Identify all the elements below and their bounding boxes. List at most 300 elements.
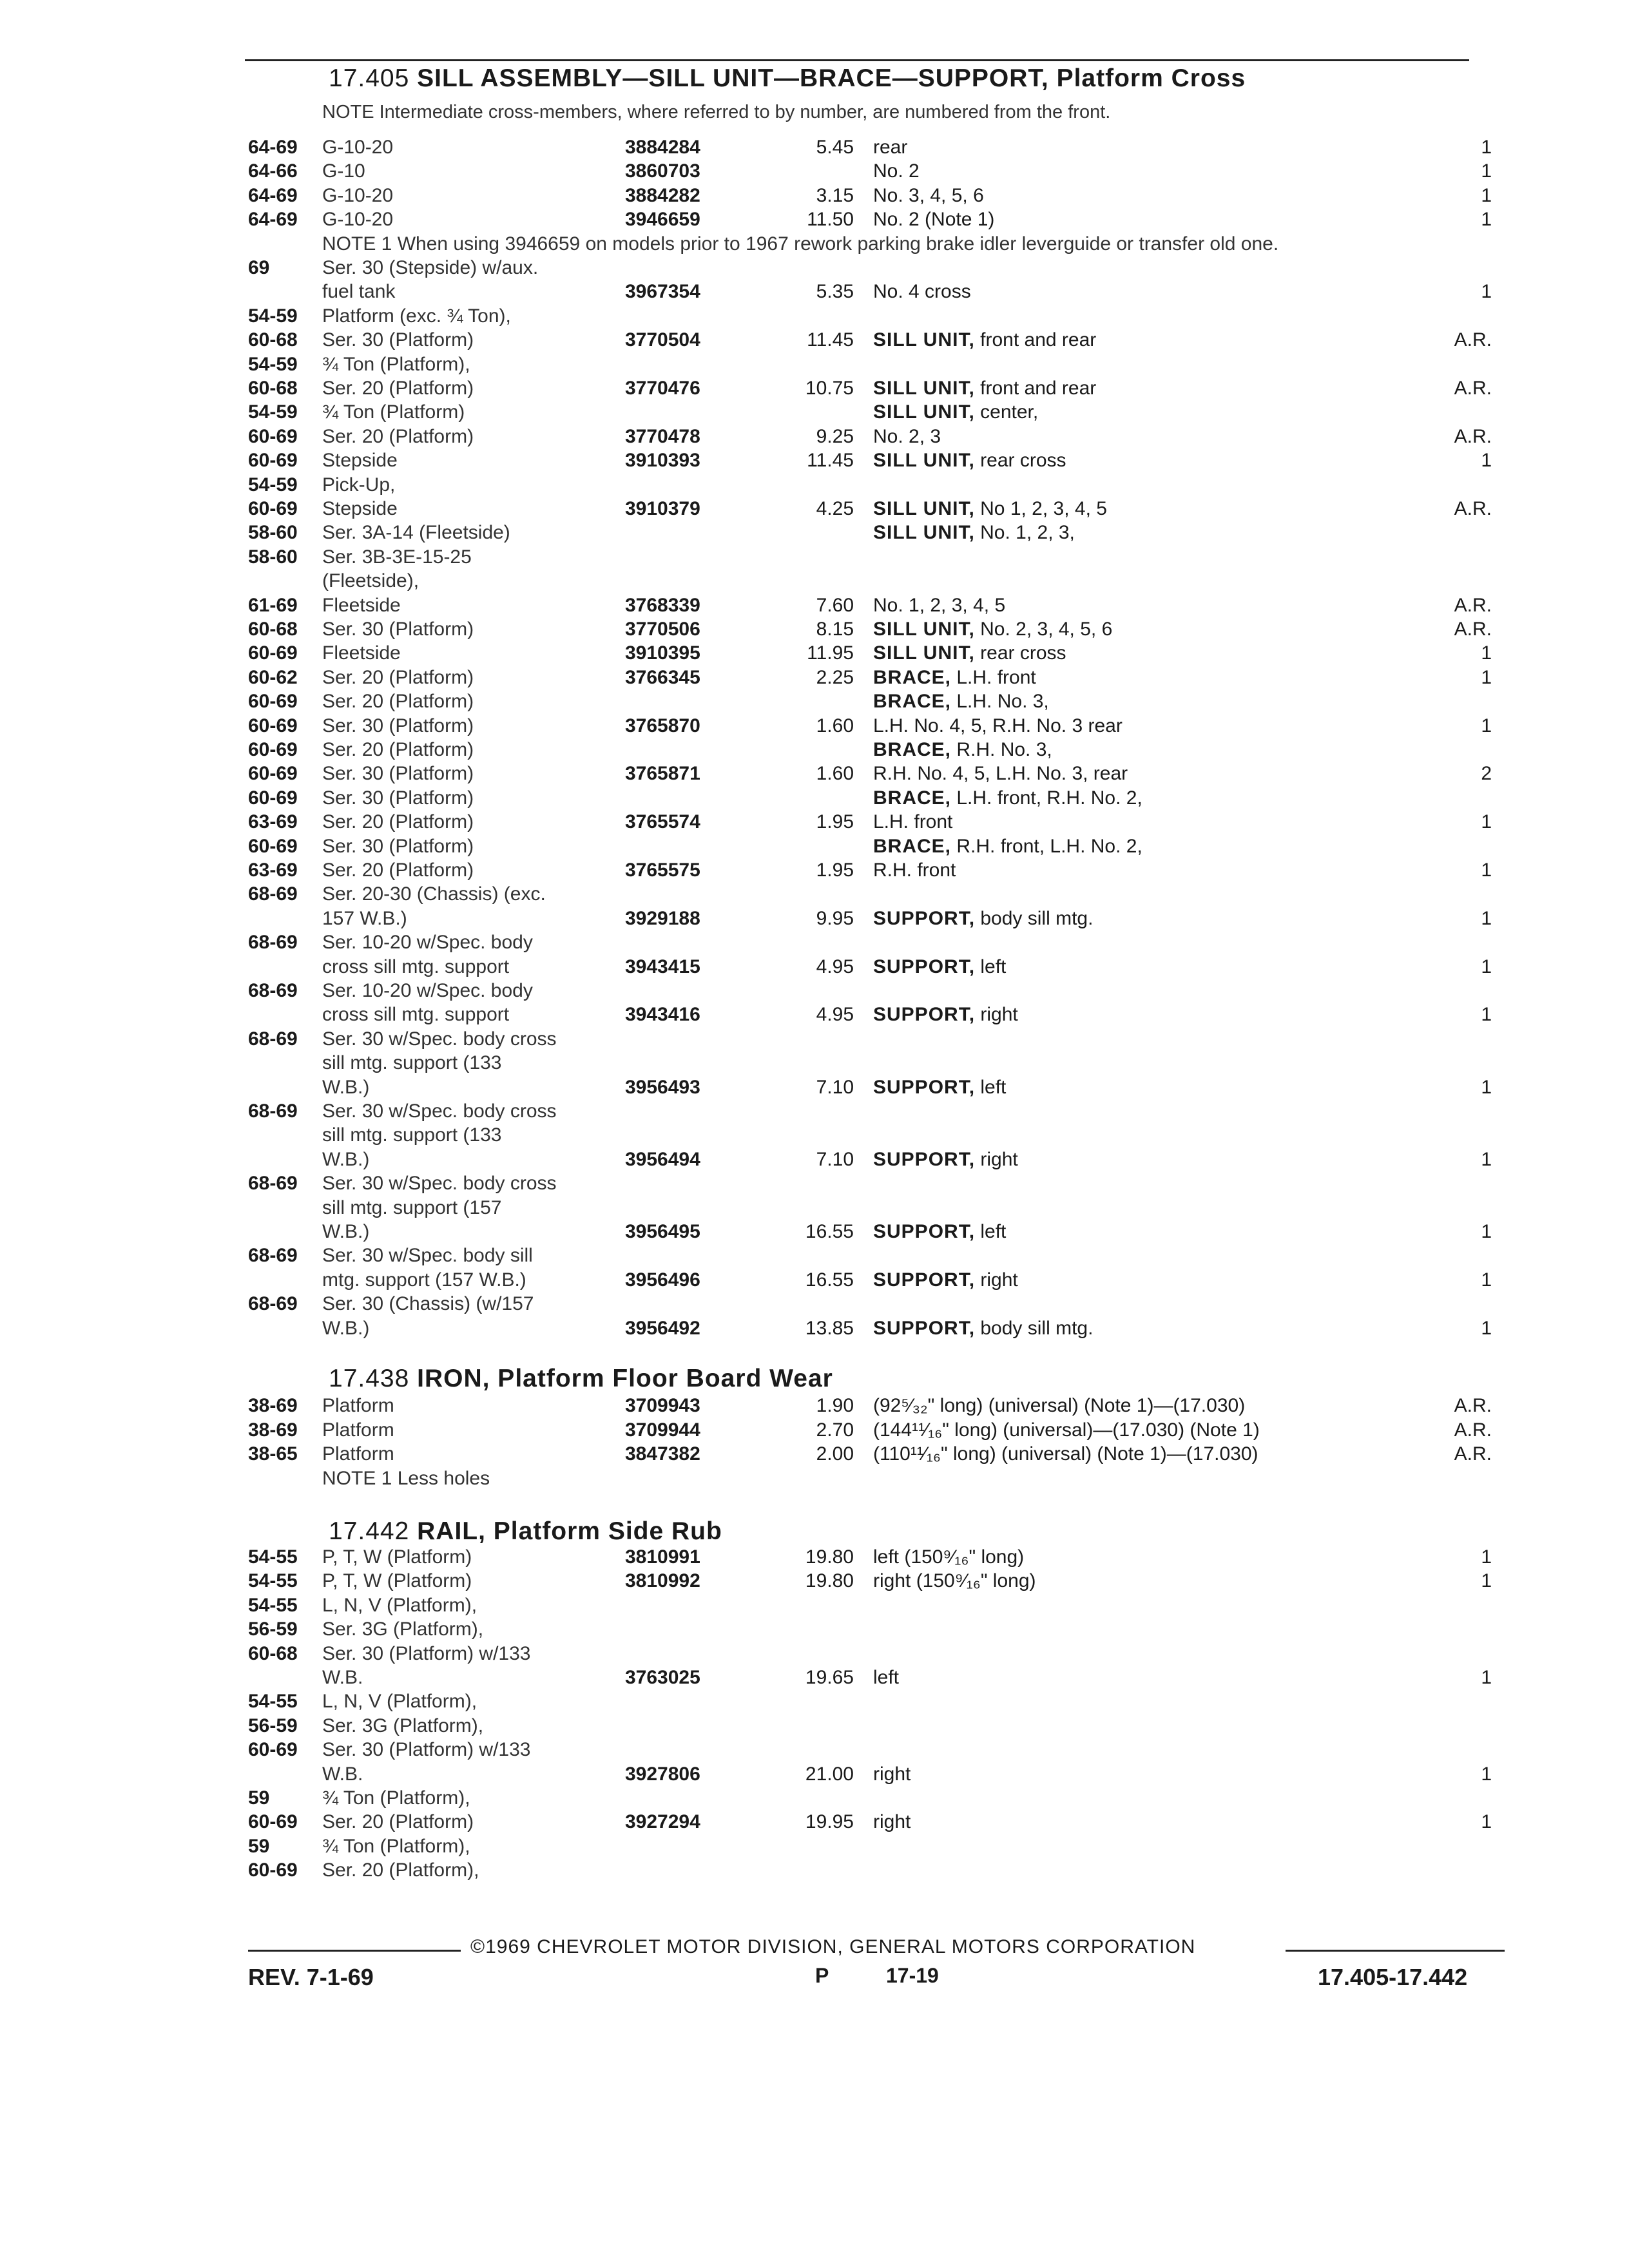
model-years: 60-69 — [248, 1860, 298, 1881]
application: ¾ Ton (Platform), — [322, 1835, 470, 1857]
application: Ser. 3G (Platform), — [322, 1619, 484, 1640]
application: Ser. 20-30 (Chassis) (exc. — [322, 883, 546, 905]
model-years: 38-69 — [248, 1419, 298, 1441]
quantity: 1 — [1481, 160, 1492, 182]
footer-copyright: ©1969 CHEVROLET MOTOR DIVISION, GENERAL MOTORS CORPORATION — [470, 1936, 1196, 1957]
parts-row — [0, 907, 1629, 931]
quantity: A.R. — [1454, 498, 1492, 519]
application: Ser. 30 (Platform) — [322, 835, 474, 857]
parts-row — [0, 304, 1629, 329]
parts-row — [0, 1148, 1629, 1172]
price: 8.15 — [816, 619, 854, 640]
parts-row — [0, 1099, 1629, 1124]
application: ¾ Ton (Platform), — [322, 1787, 470, 1809]
price: 11.45 — [807, 450, 854, 472]
part-name: SILL UNIT, — [873, 329, 975, 351]
description-text: body sill mtg. — [980, 1317, 1094, 1339]
parts-row — [0, 834, 1629, 859]
description — [873, 834, 1142, 859]
parts-row — [0, 328, 1629, 352]
description — [873, 666, 1036, 690]
parts-row — [0, 930, 1629, 955]
quantity: 1 — [1481, 1148, 1492, 1170]
price: 7.10 — [816, 1148, 854, 1170]
model-years: 60-69 — [248, 763, 298, 785]
model-years: 54-59 — [248, 305, 298, 327]
parts-row — [0, 1569, 1629, 1593]
quantity: 1 — [1481, 1221, 1492, 1242]
part-number: 3927294 — [625, 1811, 700, 1833]
model-years: 38-65 — [248, 1443, 298, 1465]
part-number: 3910395 — [625, 642, 700, 664]
application: cross sill mtg. support — [322, 956, 510, 977]
part-number: 3943415 — [625, 956, 700, 977]
application: Ser. 10-20 w/Spec. body — [322, 980, 533, 1001]
part-number: 3765574 — [625, 811, 700, 833]
application: G-10 — [322, 160, 365, 182]
model-years: 60-69 — [248, 425, 298, 447]
application: Ser. 20 (Platform) — [322, 1811, 474, 1833]
model-years: 68-69 — [248, 1028, 298, 1050]
quantity: 1 — [1481, 860, 1492, 881]
part-name: SUPPORT, — [873, 1148, 976, 1170]
application: W.B.) — [322, 1148, 370, 1170]
model-years: 60-69 — [248, 1739, 298, 1761]
price: 11.95 — [807, 642, 854, 664]
model-years: 68-69 — [248, 1245, 298, 1267]
model-years: 61-69 — [248, 594, 298, 616]
model-years: 68-69 — [248, 932, 298, 954]
parts-row — [0, 1292, 1629, 1316]
application: G-10-20 — [322, 184, 394, 206]
application: W.B.) — [322, 1317, 370, 1339]
price: 13.85 — [805, 1317, 854, 1339]
description — [873, 1316, 1093, 1341]
parts-row — [0, 1075, 1629, 1100]
parts-row — [0, 280, 1629, 304]
application: Ser. 20 (Platform) — [322, 666, 474, 688]
part-number: 3770478 — [625, 425, 700, 447]
description-text: (144¹¹⁄₁₆" long) (universal)—(17.030) (Note 1) — [873, 1419, 1260, 1441]
description — [873, 1003, 1018, 1027]
parts-row — [0, 448, 1629, 473]
application: Fleetside — [322, 594, 401, 616]
parts-row — [0, 1466, 1629, 1491]
application: Ser. 3B-3E-15-25 — [322, 546, 472, 568]
part-name: SILL UNIT, — [873, 401, 975, 423]
part-number: 3810992 — [625, 1570, 700, 1592]
description-text: L.H. No. 3, — [956, 691, 1049, 713]
quantity: 1 — [1481, 1811, 1492, 1833]
parts-row — [0, 1442, 1629, 1466]
parts-row — [0, 1027, 1629, 1052]
description — [873, 1666, 899, 1690]
price: 1.90 — [816, 1395, 854, 1416]
price: 5.45 — [816, 137, 854, 158]
quantity: 1 — [1481, 1546, 1492, 1568]
quantity: 1 — [1481, 907, 1492, 929]
description — [873, 280, 971, 304]
model-years: 56-59 — [248, 1715, 298, 1736]
part-number: 3770504 — [625, 329, 700, 351]
application: Platform — [322, 1443, 394, 1465]
parts-row — [0, 1268, 1629, 1293]
model-years: 60-69 — [248, 739, 298, 760]
application: Fleetside — [322, 642, 401, 664]
parts-row — [0, 786, 1629, 811]
model-years: 60-69 — [248, 787, 298, 809]
parts-row — [0, 473, 1629, 497]
parts-row — [0, 545, 1629, 570]
quantity: 1 — [1481, 1763, 1492, 1785]
model-years: 38-69 — [248, 1395, 298, 1416]
part-number: 3770476 — [625, 378, 700, 399]
application: P, T, W (Platform) — [322, 1546, 472, 1568]
price: 4.95 — [816, 1004, 854, 1026]
part-number: 3927806 — [625, 1763, 700, 1785]
parts-row — [0, 1316, 1629, 1341]
price: 1.60 — [816, 763, 854, 785]
description — [873, 1442, 1258, 1466]
parts-row — [0, 232, 1629, 256]
section-number: 17.442 — [329, 1517, 410, 1545]
quantity: 2 — [1481, 763, 1492, 785]
description-text: R.H. front — [873, 860, 956, 881]
description — [873, 641, 1066, 666]
description-text: right — [980, 1148, 1018, 1170]
quantity: 1 — [1481, 956, 1492, 977]
application: Ser. 30 w/Spec. body cross — [322, 1028, 557, 1050]
description — [873, 1418, 1260, 1443]
quantity: A.R. — [1454, 1395, 1492, 1416]
application: Stepside — [322, 450, 398, 472]
application: Platform (exc. ¾ Ton), — [322, 305, 511, 327]
description — [873, 1075, 1006, 1100]
application: Ser. 30 (Platform) w/133 — [322, 1739, 531, 1761]
quantity: 1 — [1481, 642, 1492, 664]
description — [873, 1545, 1024, 1570]
description-text: No. 4 cross — [873, 281, 971, 303]
parts-row — [0, 714, 1629, 738]
parts-row — [0, 1394, 1629, 1418]
description-text: L.H. No. 4, 5, R.H. No. 3 rear — [873, 715, 1123, 736]
model-years: 54-59 — [248, 401, 298, 423]
application: Ser. 20 (Platform) — [322, 739, 474, 760]
price: 21.00 — [805, 1763, 854, 1785]
description — [873, 907, 1093, 931]
description — [873, 858, 956, 883]
description-text: right — [980, 1269, 1018, 1291]
part-name: SUPPORT, — [873, 1004, 976, 1026]
quantity: 1 — [1481, 715, 1492, 736]
description — [873, 135, 907, 160]
description — [873, 159, 920, 184]
description — [873, 425, 941, 449]
application: G-10-20 — [322, 209, 394, 231]
description — [873, 762, 1128, 786]
parts-row — [0, 1003, 1629, 1027]
application: Platform — [322, 1419, 394, 1441]
application: ¾ Ton (Platform) — [322, 401, 465, 423]
description — [873, 593, 1005, 618]
quantity: A.R. — [1454, 329, 1492, 351]
application: Ser. 20 (Platform) — [322, 860, 474, 881]
part-number: 3765575 — [625, 860, 700, 881]
application: Ser. 30 (Platform) — [322, 619, 474, 640]
parts-row — [0, 1418, 1629, 1443]
part-name: SUPPORT, — [873, 1269, 976, 1291]
application: Ser. 30 (Platform) — [322, 787, 474, 809]
parts-row — [0, 762, 1629, 786]
application: Ser. 20 (Platform), — [322, 1860, 479, 1881]
part-number: 3884282 — [625, 184, 700, 206]
description-text: No. 2 (Note 1) — [873, 209, 995, 231]
application: Ser. 30 w/Spec. body sill — [322, 1245, 533, 1267]
application: Pick-Up, — [322, 474, 396, 495]
model-years: 63-69 — [248, 811, 298, 833]
application: 157 W.B.) — [322, 907, 407, 929]
application: Ser. 30 w/Spec. body cross — [322, 1173, 557, 1195]
model-years: 69 — [248, 257, 270, 278]
description — [873, 328, 1096, 352]
description-text: rear — [873, 137, 908, 158]
parts-row — [0, 184, 1629, 208]
application: Ser. 30 (Chassis) (w/157 — [322, 1293, 534, 1315]
part-number: 3860703 — [625, 160, 700, 182]
model-years: 64-69 — [248, 209, 298, 231]
model-years: 68-69 — [248, 883, 298, 905]
application: sill mtg. support (133 — [322, 1124, 502, 1146]
price: 16.55 — [805, 1221, 854, 1242]
model-years: 64-69 — [248, 184, 298, 206]
parts-row — [0, 689, 1629, 714]
parts-row — [0, 641, 1629, 666]
parts-row — [0, 135, 1629, 160]
description — [873, 376, 1096, 401]
price: 3.15 — [816, 184, 854, 206]
price: 11.45 — [807, 329, 854, 351]
model-years: 59 — [248, 1835, 270, 1857]
description — [873, 184, 984, 208]
description-text: L.H. front — [956, 666, 1036, 688]
application: Platform — [322, 1395, 394, 1416]
part-name: SUPPORT, — [873, 956, 976, 977]
description-text: rear cross — [980, 450, 1066, 472]
price: 9.25 — [816, 425, 854, 447]
application: L, N, V (Platform), — [322, 1691, 477, 1713]
application: NOTE 1 When using 3946659 on models prior to 1967 rework parking brake idler leverguide or transfer old one. — [322, 233, 1279, 255]
description — [873, 714, 1123, 738]
application: P, T, W (Platform) — [322, 1570, 472, 1592]
model-years: 60-69 — [248, 642, 298, 664]
part-number: 3765871 — [625, 763, 700, 785]
parts-row — [0, 1593, 1629, 1618]
description — [873, 1268, 1018, 1293]
quantity: A.R. — [1454, 1419, 1492, 1441]
description-text: left — [980, 1076, 1007, 1098]
parts-row — [0, 1617, 1629, 1642]
part-number: 3770506 — [625, 619, 700, 640]
parts-row — [0, 955, 1629, 979]
footer-rule-left — [248, 1950, 461, 1952]
quantity: A.R. — [1454, 425, 1492, 447]
part-number: 3956495 — [625, 1221, 700, 1242]
part-number: 3946659 — [625, 209, 700, 231]
application: W.B.) — [322, 1221, 370, 1242]
model-years: 56-59 — [248, 1619, 298, 1640]
description-text: R.H. front, L.H. No. 2, — [956, 835, 1142, 857]
model-years: 54-55 — [248, 1691, 298, 1713]
parts-row — [0, 810, 1629, 834]
application: Ser. 20 (Platform) — [322, 811, 474, 833]
description-text: rear cross — [980, 642, 1066, 664]
description — [873, 738, 1052, 762]
description-text: No. 1, 2, 3, — [980, 522, 1075, 544]
price: 5.35 — [816, 281, 854, 303]
part-number: 3967354 — [625, 281, 700, 303]
price: 9.95 — [816, 907, 854, 929]
parts-row — [0, 617, 1629, 642]
price: 1.95 — [816, 811, 854, 833]
description — [873, 810, 952, 834]
quantity: A.R. — [1454, 594, 1492, 616]
parts-row — [0, 425, 1629, 449]
application: Ser. 20 (Platform) — [322, 691, 474, 713]
price: 19.80 — [805, 1570, 854, 1592]
description-text: No. 1, 2, 3, 4, 5 — [873, 594, 1006, 616]
price: 16.55 — [805, 1269, 854, 1291]
model-years: 68-69 — [248, 1293, 298, 1315]
description-text: R.H. No. 4, 5, L.H. No. 3, rear — [873, 763, 1128, 785]
parts-row — [0, 1714, 1629, 1738]
parts-row — [0, 1220, 1629, 1244]
parts-row — [0, 376, 1629, 401]
part-name: BRACE, — [873, 666, 952, 688]
description — [873, 1148, 1018, 1172]
description — [873, 1394, 1245, 1418]
part-number: 3910379 — [625, 498, 700, 519]
price: 2.25 — [816, 666, 854, 688]
description-text: left (150⁹⁄₁₆" long) — [873, 1546, 1025, 1568]
part-number: 3765870 — [625, 715, 700, 736]
application: ¾ Ton (Platform), — [322, 353, 470, 375]
description — [873, 1220, 1006, 1244]
description-text: L.H. front — [873, 811, 953, 833]
quantity: A.R. — [1454, 378, 1492, 399]
application: sill mtg. support (157 — [322, 1196, 502, 1218]
parts-row — [0, 1642, 1629, 1666]
part-number: 3847382 — [625, 1443, 700, 1465]
description — [873, 521, 1075, 545]
description — [873, 497, 1107, 521]
description-text: front and rear — [980, 378, 1097, 399]
part-number: 3943416 — [625, 1004, 700, 1026]
price: 7.60 — [816, 594, 854, 616]
description-text: right (150⁹⁄₁₆" long) — [873, 1570, 1036, 1592]
quantity: 1 — [1481, 184, 1492, 206]
price: 4.25 — [816, 498, 854, 519]
application: L, N, V (Platform), — [322, 1594, 477, 1616]
application: Ser. 30 w/Spec. body cross — [322, 1100, 557, 1122]
application: Ser. 3A-14 (Fleetside) — [322, 522, 510, 544]
description-text: front and rear — [980, 329, 1097, 351]
parts-row — [0, 1051, 1629, 1075]
parts-row — [0, 882, 1629, 907]
section-title: RAIL, Platform Side Rub — [417, 1517, 722, 1545]
application: Ser. 30 (Platform) — [322, 329, 474, 351]
part-number: 3766345 — [625, 666, 700, 688]
section-note: NOTE Intermediate cross-members, where referred to by number, are numbered from the front. — [322, 102, 1111, 122]
parts-row — [0, 569, 1629, 593]
part-name: SUPPORT, — [873, 1317, 976, 1339]
model-years: 60-69 — [248, 498, 298, 519]
application: Ser. 10-20 w/Spec. body — [322, 932, 533, 954]
model-years: 60-68 — [248, 329, 298, 351]
revision-date: REV. 7-1-69 — [248, 1964, 374, 1990]
model-years: 64-69 — [248, 137, 298, 158]
price: 11.50 — [807, 209, 854, 231]
section-17438-heading — [329, 1365, 833, 1393]
price: 1.95 — [816, 860, 854, 881]
quantity: 1 — [1481, 1667, 1492, 1688]
description-text: body sill mtg. — [980, 907, 1094, 929]
description-text: left — [873, 1667, 900, 1688]
application: Ser. 30 (Stepside) w/aux. — [322, 257, 539, 278]
quantity: 1 — [1481, 1269, 1492, 1291]
model-years: 68-69 — [248, 1100, 298, 1122]
description — [873, 786, 1142, 811]
model-years: 60-69 — [248, 835, 298, 857]
parts-row — [0, 1858, 1629, 1883]
description — [873, 1762, 911, 1787]
model-years: 64-66 — [248, 160, 298, 182]
parts-row — [0, 1738, 1629, 1762]
quantity: 1 — [1481, 811, 1492, 833]
description-text: No. 2 — [873, 160, 920, 182]
part-name: SUPPORT, — [873, 1221, 976, 1242]
description-text: No 1, 2, 3, 4, 5 — [980, 498, 1107, 519]
part-name: SILL UNIT, — [873, 619, 975, 640]
price: 1.60 — [816, 715, 854, 736]
description — [873, 617, 1112, 642]
section-title: SILL ASSEMBLY—SILL UNIT—BRACE—SUPPORT, Platform Cross — [417, 64, 1246, 92]
quantity: 1 — [1481, 450, 1492, 472]
price: 19.65 — [805, 1667, 854, 1688]
parts-row — [0, 1762, 1629, 1787]
part-number: 3709943 — [625, 1395, 700, 1416]
page-number: 17-19 — [886, 1964, 939, 1987]
application: Ser. 30 (Platform) — [322, 715, 474, 736]
quantity: 1 — [1481, 666, 1492, 688]
parts-row — [0, 521, 1629, 545]
model-years: 54-59 — [248, 474, 298, 495]
parts-row — [0, 1123, 1629, 1148]
price: 19.80 — [805, 1546, 854, 1568]
application: (Fleetside), — [322, 570, 419, 592]
model-years: 58-60 — [248, 522, 298, 544]
description-text: left — [980, 956, 1007, 977]
part-name: BRACE, — [873, 835, 952, 857]
application: G-10-20 — [322, 137, 394, 158]
description-text: L.H. front, R.H. No. 2, — [956, 787, 1142, 809]
quantity: 1 — [1481, 1076, 1492, 1098]
description — [873, 1569, 1036, 1593]
parts-row — [0, 497, 1629, 521]
description-text: center, — [980, 401, 1039, 423]
description-text: (92⁵⁄₃₂" long) (universal) (Note 1)—(17.030) — [873, 1395, 1246, 1416]
price: 2.70 — [816, 1419, 854, 1441]
top-rule — [245, 59, 1469, 61]
